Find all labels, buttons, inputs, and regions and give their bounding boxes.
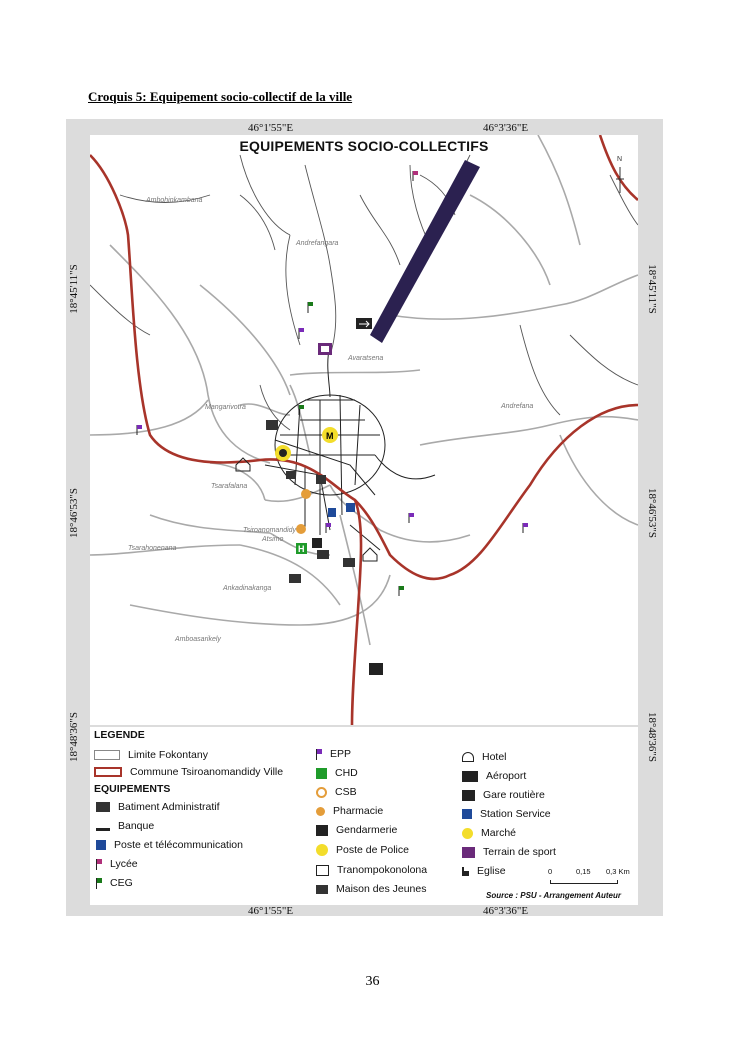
- coord-top-right: 46°3'36"E: [483, 122, 529, 134]
- legend-label: Station Service: [480, 808, 551, 820]
- youth-house-icon: [316, 885, 328, 894]
- coord-lat-2-left: 18°46'53"S: [68, 488, 80, 538]
- scale-tick: 0,3 Km: [606, 867, 630, 876]
- legend-terrain: [462, 846, 556, 858]
- legend-label: Tranompokonolona: [337, 864, 428, 876]
- bus-station-icon: [462, 790, 475, 801]
- gendarmerie-icon: [316, 825, 328, 836]
- legend-police: [316, 844, 409, 856]
- fuel-station-icon: [462, 809, 472, 819]
- place-label: Mangarivotra: [205, 404, 246, 411]
- hotel-icon: [462, 752, 474, 762]
- legend-label: Gare routière: [483, 789, 545, 801]
- bank-icon: [96, 821, 110, 831]
- north-label: N: [617, 156, 623, 163]
- legend-label: Commune Tsiroanomandidy Ville: [130, 766, 284, 778]
- pharmacy-icon: [316, 807, 325, 816]
- scale-bar-line: [550, 880, 618, 884]
- legend-label: CSB: [335, 786, 357, 798]
- legend-label: Lycée: [110, 858, 138, 870]
- legend-lycee: [96, 858, 138, 870]
- airport-runway: [370, 160, 480, 343]
- svg-text:M: M: [326, 431, 334, 441]
- hospital-icon: [316, 768, 327, 779]
- legend-commune: [94, 766, 283, 778]
- coord-top-left: 46°1'55"E: [248, 122, 294, 134]
- legend-gendarmerie: [316, 824, 397, 836]
- scale-tick: 0,15: [576, 867, 591, 876]
- map-drawing: [90, 135, 638, 725]
- coord-bottom-left: 46°1'55"E: [248, 905, 294, 917]
- legend-label: Pharmacie: [333, 805, 384, 817]
- page-number: 36: [365, 974, 380, 989]
- place-label: Avaratsena: [348, 355, 384, 362]
- place-label: Tsarahonenana: [128, 545, 177, 552]
- legend-maison-jeunes: [316, 883, 426, 895]
- coord-bottom-right: 46°3'36"E: [483, 905, 529, 917]
- legend-csb: [316, 786, 357, 798]
- coord-lat-3-left: 18°48'36"S: [68, 712, 80, 762]
- legend-source: Source : PSU - Arrangement Auteur: [486, 891, 621, 900]
- legend-label: EPP: [330, 748, 352, 760]
- place-label: Andrefana: [501, 403, 534, 410]
- health-center-icon: [316, 787, 327, 798]
- legend-equipements-title: EQUIPEMENTS: [94, 783, 171, 795]
- lycee-flag-icon: [96, 859, 102, 870]
- airport-icon: [462, 771, 478, 782]
- legend-tranompokonolona: [316, 864, 427, 876]
- svg-text:H: H: [298, 544, 305, 554]
- legend-pharmacie: [316, 805, 383, 817]
- legend-batiment: [96, 801, 220, 813]
- legend-eglise: [462, 865, 506, 877]
- community-hall-icon: [316, 865, 329, 876]
- building-icon: [96, 802, 110, 812]
- ceg-flag-icon: [96, 878, 102, 889]
- legend-aeroport: [462, 770, 526, 782]
- coord-lat-3-right: 18°48'36"S: [646, 712, 658, 762]
- legend-label: Gendarmerie: [336, 824, 398, 836]
- place-label: Amboasarikely: [175, 636, 221, 643]
- place-label: Ambohinkambana: [146, 197, 203, 204]
- coord-lat-1-left: 18°45'11"S: [68, 264, 80, 314]
- legend-label: Aéroport: [486, 770, 527, 782]
- legend-fokontany: [94, 749, 208, 761]
- legend-label: CEG: [110, 877, 133, 889]
- legend-label: CHD: [335, 767, 358, 779]
- telecom-icon: [96, 840, 106, 850]
- place-label: Tsarafalana: [211, 483, 248, 490]
- legend-label: Poste et télécommunication: [114, 839, 243, 851]
- fokontany-symbol-icon: [94, 750, 120, 760]
- legend-station: [462, 808, 551, 820]
- fokontany-limits: [90, 135, 638, 645]
- legend-label: Poste de Police: [336, 844, 409, 856]
- legend-label: Terrain de sport: [483, 846, 556, 858]
- legend-label: Limite Fokontany: [128, 749, 208, 761]
- map-title: EQUIPEMENTS SOCIO-COLLECTIFS: [239, 138, 489, 154]
- place-label: Tsiroanomandidy: [243, 527, 297, 534]
- figure-caption: Croquis 5: Equipement socio-collectif de la ville: [88, 89, 353, 104]
- legend-poste: [96, 839, 243, 851]
- market-icon: [462, 828, 473, 839]
- place-label: Andrefangara: [296, 240, 339, 247]
- legend-label: Eglise: [477, 865, 506, 877]
- church-icon: [462, 867, 469, 876]
- legend-gare: [462, 789, 545, 801]
- legend-title: LEGENDE: [94, 729, 145, 741]
- legend-hotel: [462, 751, 507, 763]
- commune-symbol-icon: [94, 767, 122, 777]
- legend-marche: [462, 827, 516, 839]
- legend-label: Hotel: [482, 751, 507, 763]
- place-label: Atsimo: [262, 536, 284, 543]
- scale-bar: [548, 867, 634, 889]
- legend-ceg: [96, 877, 133, 889]
- coord-lat-1-right: 18°45'11"S: [646, 264, 658, 314]
- place-label: Ankadinakanga: [223, 585, 272, 592]
- sports-field-icon: [462, 847, 475, 858]
- legend-epp: [316, 748, 351, 760]
- police-icon: [316, 844, 328, 856]
- map-legend: [90, 727, 638, 905]
- scale-tick: 0: [548, 867, 553, 876]
- legend-label: Banque: [118, 820, 155, 832]
- legend-chd: [316, 767, 358, 779]
- legend-banque: [96, 820, 154, 832]
- epp-flag-icon: [316, 749, 322, 760]
- map-area[interactable]: [90, 135, 638, 725]
- legend-label: Maison des Jeunes: [336, 883, 427, 895]
- coord-lat-2-right: 18°46'53"S: [646, 488, 658, 538]
- legend-label: Batiment Administratif: [118, 801, 220, 813]
- commune-limit: [90, 135, 638, 725]
- legend-label: Marché: [481, 827, 517, 839]
